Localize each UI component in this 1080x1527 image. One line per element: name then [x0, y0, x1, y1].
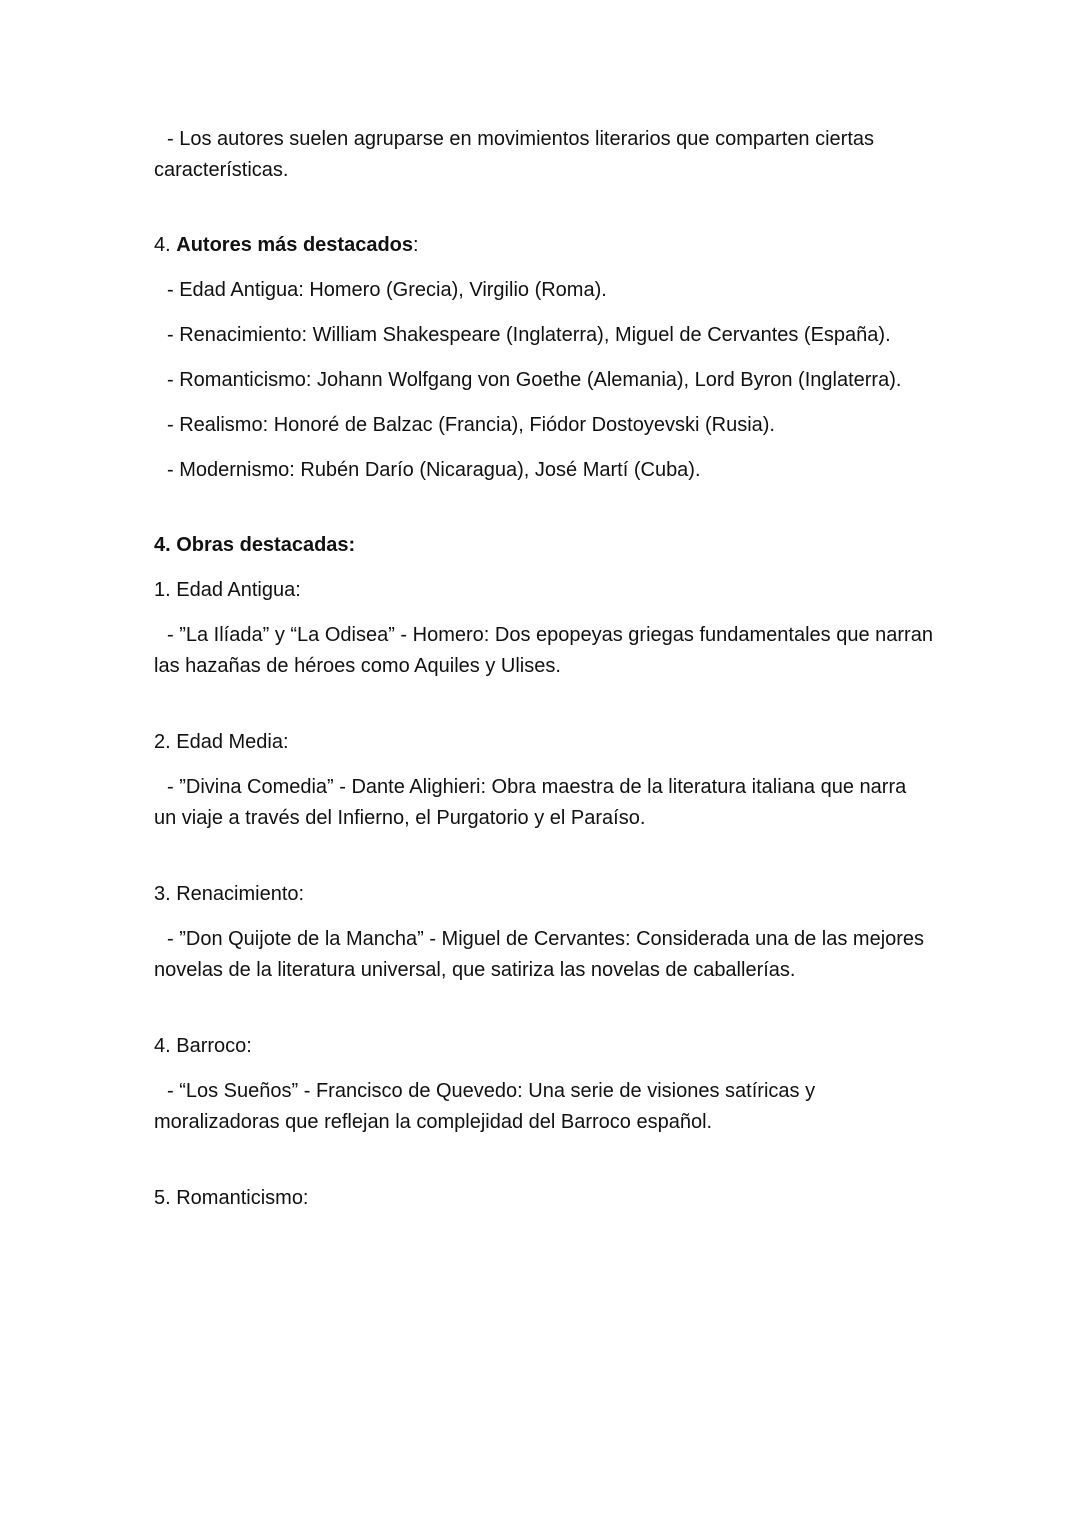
period-title-barroco: 4. Barroco: — [154, 1035, 252, 1057]
authors-heading-number: 4. — [154, 234, 171, 256]
document-content — [154, 124, 934, 1228]
movement-note: - Los autores suelen agruparse en movimientos literarios que comparten ciertas características. — [154, 128, 875, 181]
author-item-antigua: - Edad Antigua: Homero (Grecia), Virgilio (Roma). — [167, 279, 607, 301]
period-title-renacimiento: 3. Renacimiento: — [154, 883, 305, 905]
period-description-media: - ”Divina Comedia” - Dante Alighieri: Obra maestra de la literatura italiana que narra un viaje a través del Infierno, el Purgatorio y el Paraíso. — [154, 776, 907, 829]
authors-heading-text: Autores más destacados — [176, 234, 414, 256]
author-item-modernismo: - Modernismo: Rubén Darío (Nicaragua), José Martí (Cuba). — [167, 459, 701, 481]
period-description-antigua: - ”La Ilíada” y “La Odisea” - Homero: Dos epopeyas griegas fundamentales que narran las hazañas de héroes como Aquiles y Ulises. — [154, 624, 933, 677]
author-item-renacimiento: - Renacimiento: William Shakespeare (Inglaterra), Miguel de Cervantes (España). — [167, 324, 891, 346]
authors-heading — [154, 230, 934, 261]
author-item-romanticismo: - Romanticismo: Johann Wolfgang von Goethe (Alemania), Lord Byron (Inglaterra). — [167, 369, 902, 391]
period-description-renacimiento: - ”Don Quijote de la Mancha” - Miguel de Cervantes: Considerada una de las mejores novelas de la literatura universal, que satiriza las novelas de caballerías. — [154, 928, 925, 981]
period-title-media: 2. Edad Media: — [154, 731, 289, 753]
author-item-realismo: - Realismo: Honoré de Balzac (Francia), Fiódor Dostoyevski (Rusia). — [167, 414, 775, 436]
period-title-antigua: 1. Edad Antigua: — [154, 579, 301, 601]
period-description-barroco: - “Los Sueños” - Francisco de Quevedo: Una serie de visiones satíricas y moralizadoras que reflejan la complejidad del Barroco español. — [154, 1080, 816, 1133]
authors-heading-colon: : — [413, 234, 419, 256]
works-heading: 4. Obras destacadas: — [154, 534, 356, 556]
period-title-romanticismo: 5. Romanticismo: — [154, 1187, 309, 1209]
